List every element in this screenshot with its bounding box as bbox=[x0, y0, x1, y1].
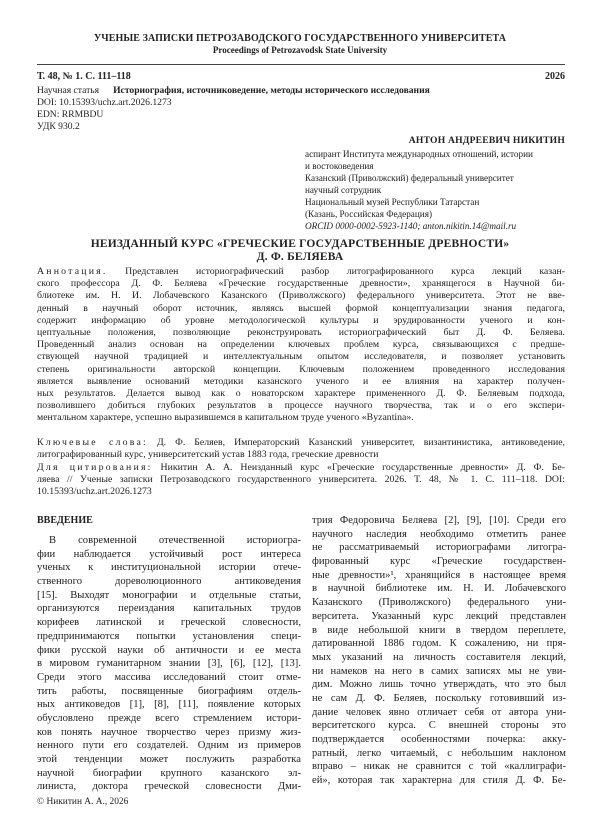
text-line: не сам Д. Ф. Беляев, поскольку готовивший из- bbox=[312, 692, 566, 704]
text-line: ей», которая так характерна для стиля Д. Ф. Бе- bbox=[312, 775, 566, 787]
line-text: Представлен историографический разбор литографированного курса лекций казан- bbox=[125, 266, 566, 277]
rubric: Историография, источниковедение, методы исторического исследования bbox=[113, 85, 430, 96]
text-line: ученых к институциональной истории отече- bbox=[37, 562, 301, 574]
text-line: предпринимаются попытки установления специ- bbox=[37, 630, 301, 642]
title-line: НЕИЗДАННЫЙ КУРС «ГРЕЧЕСКИЕ ГОСУДАРСТВЕННЫЕ ДРЕВНОСТИ» bbox=[90, 238, 510, 250]
edn: EDN: RRMBDU bbox=[37, 109, 104, 120]
journal-title-en: Proceedings of Petrozavodsk State University bbox=[212, 45, 388, 55]
text-line: этой тенденции может послужить разработка bbox=[37, 754, 301, 765]
text-line: верситетского курса. С внешней стороны это bbox=[312, 720, 566, 732]
text-line: фированный курс «Греческие государствен- bbox=[312, 556, 566, 568]
text-line: датированной 1886 годом. К сожалению, ни пря- bbox=[312, 638, 566, 650]
text-line: ные древности»¹, хранящийся в настоящее время bbox=[312, 569, 566, 581]
text-line bbox=[37, 462, 565, 474]
article-type-line bbox=[37, 85, 430, 96]
text-line: тить работы, посвященные биографиям отдель- bbox=[37, 685, 301, 697]
text-line: фики русской науки об античности и ее места bbox=[37, 644, 301, 656]
orcid-email[interactable]: ORCID 0000-0002-5923-1140; anton.nikitin.14@mail.ru bbox=[305, 221, 517, 231]
section-heading: ВВЕДЕНИЕ bbox=[37, 515, 93, 526]
doi[interactable]: DOI: 10.15393/uchz.art.2026.1273 bbox=[37, 97, 172, 108]
text-line: денный в научный оборот источник, являясь высшей формой концептуализации знания педагога, bbox=[37, 302, 565, 314]
text-line: корифеев латинской и греческой словесности, bbox=[37, 617, 301, 629]
text-line: в виде небольшой книги в твердом переплете, bbox=[312, 624, 566, 636]
body-column-left bbox=[37, 534, 301, 794]
text-line: ствующей научной традицией и интеллектуальным опытом исследователя, и позволяет установить bbox=[37, 351, 565, 363]
text-line: дим. Можно лишь точно утверждать, что это был bbox=[312, 679, 566, 691]
article-type: Научная статья bbox=[37, 85, 100, 96]
text-line: линиста, доктора греческой словесности Дми- bbox=[37, 781, 301, 793]
abstract bbox=[37, 266, 565, 424]
text-line: ственного дореволюционного антиковедения bbox=[37, 576, 301, 588]
text-line: фии наблюдается устойчивый рост интереса bbox=[37, 548, 301, 560]
text-line: степень оригинальности авторской концепции. Ключевым положением проведенного исследования bbox=[37, 363, 565, 375]
keywords bbox=[37, 437, 565, 461]
text-line: ненного пути его создателей. Одним из примеров bbox=[37, 740, 301, 752]
text-line: Проведенный анализ основан на определении ключевых проблем курса, связывающихся с предше- bbox=[37, 339, 565, 351]
body-column-right bbox=[312, 514, 566, 788]
text-line: верситета. Указанный курс лекций представлен bbox=[312, 610, 566, 622]
text-line bbox=[37, 437, 565, 449]
line-text: Никитин А. А. Неизданный курс «Греческие государственные древности» Д. Ф. Бе- bbox=[160, 462, 566, 473]
text-line: мых указаний на личность составителя лекций, bbox=[312, 651, 566, 663]
text-line: ментальном характере, успешно выразившемся в капитальном труде ученого «Byzantina». bbox=[37, 412, 414, 424]
text-line: ков понять научное творчество через призму жиз- bbox=[37, 726, 301, 738]
issue-info: Т. 48, № 1. С. 111–118 bbox=[37, 71, 131, 82]
section-label: Аннотация. bbox=[37, 266, 108, 277]
text-line: трия Федоровича Беляева [2], [9], [10]. Среди его bbox=[312, 515, 566, 526]
text-line: ни намеков на него в самих записях мы не уви- bbox=[312, 665, 566, 677]
text-line: не рассматриваемый историографами литогра- bbox=[312, 542, 566, 554]
article-title bbox=[0, 238, 600, 264]
text-line: содержит информацию об уровне методологической культуры и эрудированности ученого и кон- bbox=[37, 314, 565, 326]
text-line: организуются переиздания капитальных трудов bbox=[37, 603, 301, 615]
text-line bbox=[37, 266, 565, 278]
text-line: В современной отечественной историогра- bbox=[49, 535, 301, 546]
text-line: Казанского (Приволжского) федерального уни- bbox=[312, 597, 566, 609]
text-line: 10.15393/uchz.art.2026.1273 bbox=[37, 486, 152, 498]
citation bbox=[37, 462, 565, 499]
copyright: © Никитин А. А., 2026 bbox=[37, 797, 129, 807]
text-line: позволившего добиться глубоких результатов в процессе научного творчества, так и о его экспери- bbox=[37, 400, 565, 412]
text-line: ных результатов. Делается вывод как о новаторском характере примененного Д. Ф. Беляевым подхода, bbox=[37, 387, 565, 399]
text-line: обусловлено прежде всего стремлением истори- bbox=[37, 712, 301, 724]
affiliation-line: аспирант Института международных отношений, истории bbox=[305, 149, 533, 159]
section-label: Для цитирования: bbox=[37, 462, 153, 473]
text-line: ратный, легко читаемый, с небольшим наклоном bbox=[312, 747, 566, 759]
affiliation-line: и востоковедения bbox=[305, 161, 374, 171]
author-name: АНТОН АНДРЕЕВИЧ НИКИТИН bbox=[408, 135, 565, 146]
text-line: [15]. Выходят монографии и отдельные статьи, bbox=[37, 589, 301, 601]
title-line: Д. Ф. БЕЛЯЕВА bbox=[256, 251, 344, 263]
affiliation-line: Национальный музей Республики Татарстан bbox=[305, 197, 480, 207]
affiliation-line: Казанский (Приволжский) федеральный университет bbox=[305, 173, 514, 183]
text-line: ных антиковедов [1], [8], [11], появление которых bbox=[37, 699, 301, 711]
text-line: в научной библиотеке им. Н. И. Лобачевского bbox=[312, 583, 566, 595]
text-line: литографированный курс, университетский устав 1883 года, греческие древности bbox=[37, 449, 379, 461]
text-line: подтверждается особенностями почерка: акку- bbox=[312, 734, 566, 745]
affiliation-line: (Казань, Российская Федерация) bbox=[305, 209, 433, 219]
text-line: ляева // Ученые записки Петрозаводского государственного университета. 2026. Т. 48, № 1. С. 111–118. DOI: bbox=[37, 474, 565, 486]
text-line: блиотеке им. Н. И. Лобачевского Казанского (Приволжского) федерального университета. Этот не вве- bbox=[37, 290, 565, 302]
text-line: в мировом гуманитарном знании [3], [6], [12], [13]. bbox=[37, 658, 301, 670]
header-divider bbox=[37, 64, 565, 65]
text-line: дание человек явно отличает себя от автора уни- bbox=[312, 706, 566, 718]
text-line: Среди этого массива исследований стоит отме- bbox=[37, 671, 301, 683]
text-line: вправо – никак не сравнится с той «каллиграфи- bbox=[312, 761, 566, 773]
text-line: научной биографии крупного казанского эл- bbox=[37, 767, 301, 779]
line-text: Д. Ф. Беляев, Императорский Казанский университет, византинистика, антиковедение, bbox=[156, 437, 566, 448]
section-label: Ключевые слова: bbox=[37, 437, 148, 448]
author-affiliation bbox=[305, 148, 567, 232]
affiliation-line: научный сотрудник bbox=[305, 185, 382, 195]
text-line: цептуальные положения, позволяющие реконструировать историографический быт Д. Ф. Беляева. bbox=[37, 326, 565, 338]
journal-title: УЧЕНЫЕ ЗАПИСКИ ПЕТРОЗАВОДСКОГО ГОСУДАРСТВЕННОГО УНИВЕРСИТЕТА bbox=[93, 33, 507, 44]
text-line: является выявление оснований методики казанского ученого и ее влияния на характер получен- bbox=[37, 375, 565, 387]
udk: УДК 930.2 bbox=[37, 121, 80, 132]
text-line: научного наследия необходимо отметить ранее bbox=[312, 528, 566, 540]
text-line: ского профессора Д. Ф. Беляева «Греческие государственные древности», хранящегося в Научной би- bbox=[37, 278, 565, 290]
issue-year: 2026 bbox=[545, 71, 565, 82]
